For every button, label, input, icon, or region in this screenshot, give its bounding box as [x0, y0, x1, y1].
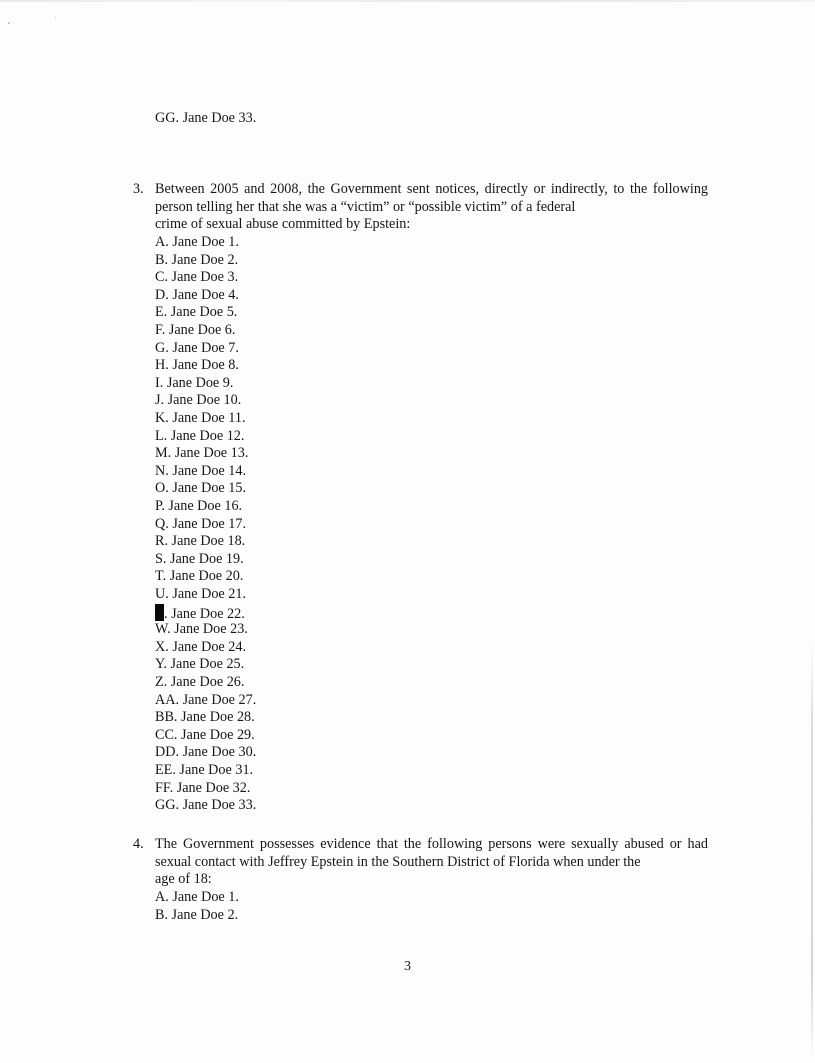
list-item: J. Jane Doe 10.: [155, 392, 242, 409]
list-item: B. Jane Doe 2.: [155, 251, 239, 268]
list-item: D. Jane Doe 4.: [155, 286, 239, 303]
list-item: CC. Jane Doe 29.: [155, 726, 255, 743]
list-item: L. Jane Doe 12.: [155, 427, 245, 444]
list-item: W. Jane Doe 23.: [155, 621, 248, 638]
scan-top-edge: [0, 0, 815, 2]
list-item: DD. Jane Doe 30.: [155, 744, 257, 761]
list-item: N. Jane Doe 14.: [155, 462, 247, 479]
list-item: I. Jane Doe 9.: [155, 374, 234, 391]
list-item: A. Jane Doe 1.: [155, 234, 239, 250]
list-item: E. Jane Doe 5.: [155, 304, 238, 321]
scan-speck: [8, 22, 10, 24]
redacted-list-item-text: . Jane Doe 22.: [164, 605, 245, 622]
list-item: EE. Jane Doe 31.: [155, 762, 254, 778]
list-item: P. Jane Doe 16.: [155, 498, 243, 514]
list-item: C. Jane Doe 3.: [155, 269, 239, 286]
section-3-line-1: Between 2005 and 2008, the Government sent notices, directly or indirectly, to the: [155, 181, 648, 197]
section-3-paragraph: [155, 181, 708, 234]
list-item: M. Jane Doe 13.: [155, 445, 249, 462]
list-item: U. Jane Doe 21.: [155, 586, 247, 602]
list-item: K. Jane Doe 11.: [155, 410, 246, 426]
scan-right-edge: [811, 640, 813, 1060]
section-3-number: 3.: [133, 181, 144, 197]
list-item: Q. Jane Doe 17.: [155, 515, 247, 532]
section-3-line-3: crime of sexual abuse committed by Epstein:: [155, 216, 411, 233]
section-3-line-2: following person telling her that she was a “victim” or “possible victim” of a federal: [155, 181, 709, 215]
list-item: B. Jane Doe 2.: [155, 906, 239, 923]
list-item: AA. Jane Doe 27.: [155, 691, 257, 708]
list-item: F. Jane Doe 6.: [155, 322, 236, 338]
list-item: GG. Jane Doe 33.: [155, 797, 257, 814]
list-item: G. Jane Doe 7.: [155, 339, 239, 356]
list-item: O. Jane Doe 15.: [155, 480, 247, 497]
list-item: S. Jane Doe 19.: [155, 550, 244, 567]
list-item: A. Jane Doe 1.: [155, 889, 239, 905]
list-item: Z. Jane Doe 26.: [155, 674, 245, 690]
section-4-line-2: had sexual contact with Jeffrey Epstein in the Southern District of Florida when under the: [155, 836, 708, 870]
scan-speck: [55, 17, 56, 18]
section-4-number: 4.: [133, 836, 144, 852]
list-item: FF. Jane Doe 32.: [155, 779, 251, 796]
section-4-line-3: age of 18:: [155, 871, 212, 888]
list-item: R. Jane Doe 18.: [155, 533, 246, 550]
list-item: T. Jane Doe 20.: [155, 568, 244, 585]
list-item: X. Jane Doe 24.: [155, 638, 247, 655]
list-item: H. Jane Doe 8.: [155, 357, 239, 374]
page-number: 3: [404, 959, 411, 974]
list-item: Y. Jane Doe 25.: [155, 656, 245, 673]
section-4-line-1: The Government possesses evidence that the following persons were sexually abused or: [155, 836, 682, 852]
redaction-block: [155, 604, 164, 621]
list-item: BB. Jane Doe 28.: [155, 709, 255, 726]
carryover-list-item: GG. Jane Doe 33.: [155, 110, 257, 126]
section-4-paragraph: [155, 836, 708, 889]
